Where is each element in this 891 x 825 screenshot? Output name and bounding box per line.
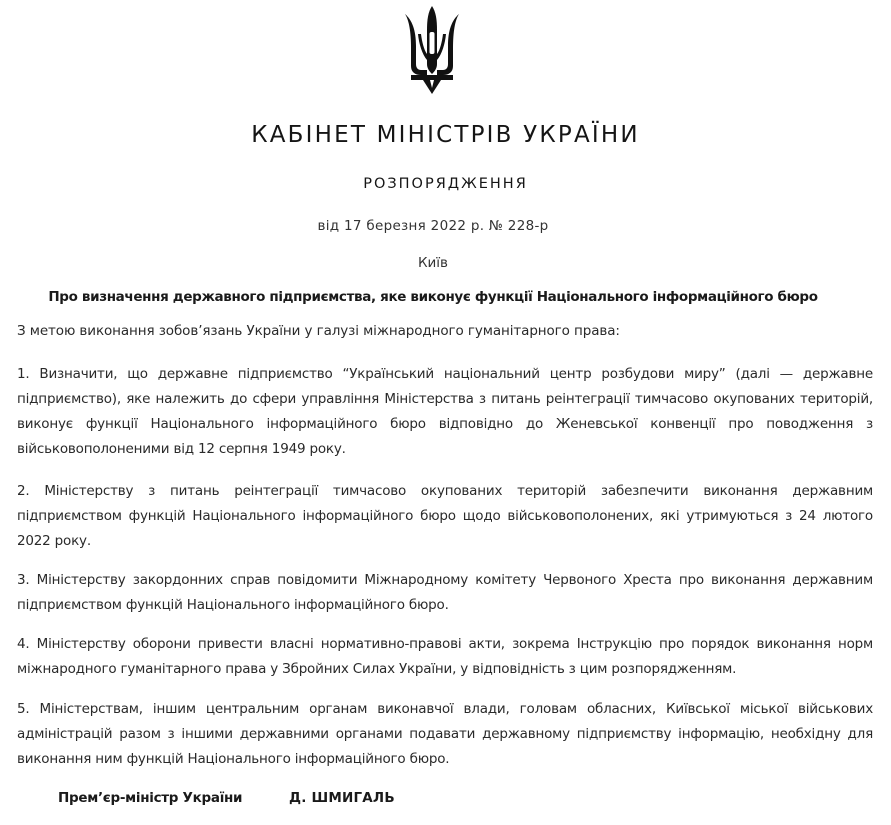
signatory-title: Прем’єр-міністр України: [58, 790, 243, 806]
paragraph-1: 1. Визначити, що державне підприємство “Український національний центр розбудови миру” (далі — державне підприємство), яке належить до сфери управління Міністерства з питань реінтеграції тимчасово окупованих територій, виконує функції Національного інформаційного бюро відповідно до Женевської конвенції про поводження з військовополоненими від 12 серпня 1949 року.: [17, 366, 873, 457]
document-intro: З метою виконання зобов’язань України у галузі міжнародного гуманітарного права:: [17, 323, 620, 339]
paragraph-2: 2. Міністерству з питань реінтеграції тимчасово окупованих територій забезпечити виконання державним підприємством функцій Національного інформаційного бюро щодо військовополонених, які утримуються з 24 лютого 2022 року.: [17, 483, 873, 549]
organization-title: КАБІНЕТ МІНІСТРІВ УКРАЇНИ: [251, 122, 640, 148]
trident-emblem-icon: [403, 4, 461, 96]
document-date-number: від 17 березня 2022 р. № 228-р: [317, 218, 549, 234]
paragraph-4: 4. Міністерству оборони привести власні нормативно-правові акти, зокрема Інструкцію про порядок виконання норм міжнародного гуманітарного права у Збройних Силах України, у відповідність з цим розпорядженням.: [17, 636, 873, 677]
document-type: РОЗПОРЯДЖЕННЯ: [363, 176, 528, 192]
paragraph-5: 5. Міністерствам, іншим центральним органам виконавчої влади, головам обласних, Київської міської військових адміністрацій разом з іншими державними органами подавати державному підприємству інформацію, необхідну для виконання ним функцій Національного інформаційного бюро.: [17, 701, 873, 767]
document-subject: Про визначення державного підприємства, яке виконує функції Національного інформаційного бюро: [48, 289, 818, 305]
signatory-name: Д. ШМИГАЛЬ: [289, 790, 395, 806]
paragraph-3: 3. Міністерству закордонних справ повідомити Міжнародному комітету Червоного Хреста про виконання державним підприємством функцій Національного інформаційного бюро.: [17, 572, 873, 613]
document-city: Київ: [417, 255, 449, 271]
